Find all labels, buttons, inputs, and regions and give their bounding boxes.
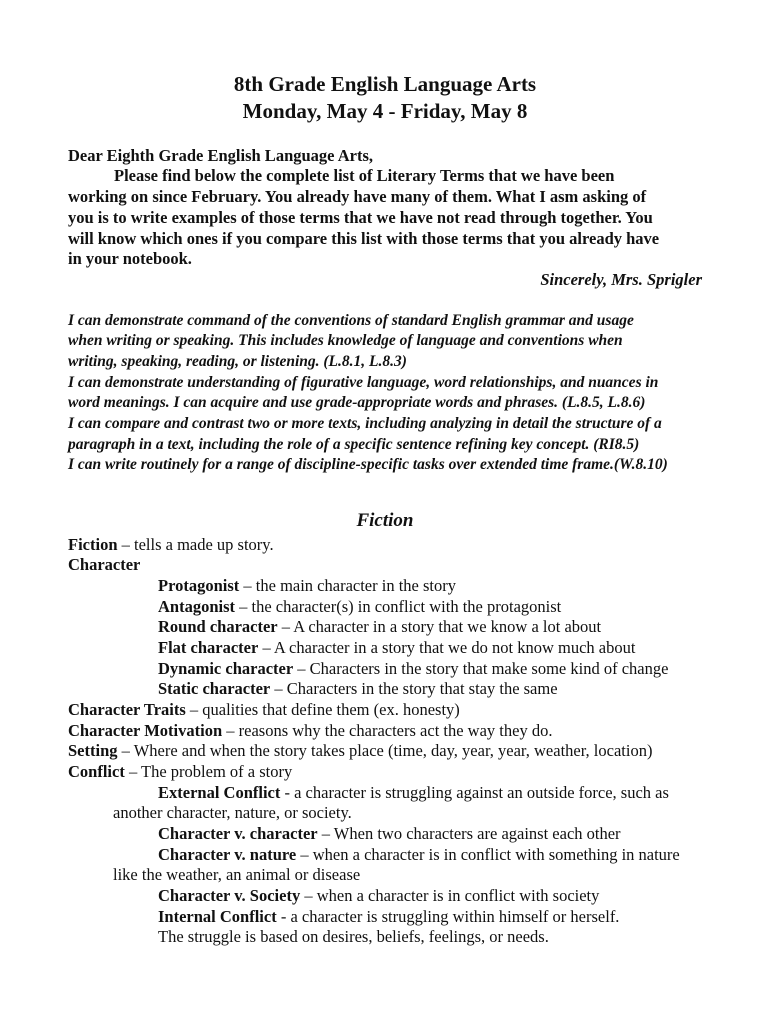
- objective-line: I can demonstrate understanding of figurative language, word relationships, and nuances in: [68, 374, 659, 391]
- definition: – Characters in the story that make some kind of change: [293, 659, 669, 678]
- objective-line: I can compare and contrast two or more texts, including analyzing in detail the structure of a: [68, 415, 662, 432]
- term: Flat character: [158, 638, 259, 657]
- definition: another character, nature, or society.: [113, 803, 352, 822]
- definition-line: [158, 824, 621, 844]
- definition-line: [158, 638, 635, 658]
- definition: – Characters in the story that stay the same: [270, 679, 558, 698]
- term: Character Motivation: [68, 721, 223, 740]
- definition-line: [158, 845, 680, 865]
- definition: – tells a made up story.: [117, 535, 274, 554]
- definition-line: [68, 700, 460, 720]
- letter-signature: Sincerely, Mrs. Sprigler: [540, 270, 702, 289]
- objective-line: I can write routinely for a range of discipline-specific tasks over extended time frame.(W.8.10): [68, 456, 668, 473]
- definition: like the weather, an animal or disease: [113, 865, 361, 884]
- definition: – qualities that define them (ex. honesty): [185, 700, 460, 719]
- definition-line: [68, 721, 552, 741]
- term: Static character: [158, 679, 271, 698]
- term: Round character: [158, 617, 278, 636]
- definition-line: [158, 783, 669, 803]
- objective-line: when writing or speaking. This includes knowledge of language and conventions when: [68, 332, 623, 349]
- definition: – Where and when the story takes place (time, day, year, year, weather, location): [117, 741, 653, 760]
- term: Dynamic character: [158, 659, 294, 678]
- term: Character v. character: [158, 824, 318, 843]
- term: External Conflict: [158, 783, 281, 802]
- definition-line: [68, 741, 652, 761]
- definition-line: [158, 617, 601, 637]
- definition: – the character(s) in conflict with the protagonist: [235, 597, 562, 616]
- definition-line: [158, 597, 561, 617]
- definition-line: [158, 679, 558, 699]
- objective-line: paragraph in a text, including the role of a specific sentence refining key concept. (RI8.5): [68, 436, 640, 453]
- letter-greeting: Dear Eighth Grade English Language Arts,: [68, 146, 373, 165]
- term: Antagonist: [158, 597, 236, 616]
- definition: – The problem of a story: [124, 762, 293, 781]
- definition-line: [158, 659, 668, 679]
- definition-line: [158, 576, 456, 596]
- term: Setting: [68, 741, 118, 760]
- definition: – A character in a story that we do not know much about: [258, 638, 636, 657]
- page-date-range: Monday, May 4 - Friday, May 8: [242, 99, 528, 123]
- definition: - a character is struggling within himself or herself.: [276, 907, 620, 926]
- definition: – when a character is in conflict with society: [300, 886, 600, 905]
- definition: – when a character is in conflict with something in nature: [296, 845, 680, 864]
- definition-line: [113, 865, 360, 885]
- section-heading-fiction: Fiction: [356, 510, 414, 531]
- letter-line: working on since February. You already have many of them. What I asm asking of: [68, 187, 647, 206]
- definition-line: [158, 886, 599, 906]
- term: Character Traits: [68, 700, 186, 719]
- definition: – When two characters are against each other: [317, 824, 621, 843]
- letter-line: you is to write examples of those terms that we have not read through together. You: [68, 208, 653, 227]
- term: Character v. nature: [158, 845, 297, 864]
- objective-line: I can demonstrate command of the conventions of standard English grammar and usage: [68, 312, 634, 329]
- definition: – the main character in the story: [239, 576, 456, 595]
- definition: – A character in a story that we know a lot about: [277, 617, 602, 636]
- definition: The struggle is based on desires, beliefs, feelings, or needs.: [158, 927, 549, 946]
- term: Character v. Society: [158, 886, 301, 905]
- definition-line: [68, 555, 140, 575]
- objective-line: writing, speaking, reading, or listening. (L.8.1, L.8.3): [68, 353, 407, 370]
- definition-line: [68, 762, 292, 782]
- page-title: 8th Grade English Language Arts: [233, 72, 537, 96]
- letter-line: will know which ones if you compare this list with those terms that you already have: [68, 229, 660, 248]
- letter-line: Please find below the complete list of Literary Terms that we have been: [114, 166, 615, 185]
- definition-line: [158, 907, 619, 927]
- term: Internal Conflict: [158, 907, 277, 926]
- letter-line: in your notebook.: [68, 249, 192, 268]
- term: Fiction: [68, 535, 118, 554]
- definition: – reasons why the characters act the way they do.: [222, 721, 553, 740]
- definition-line: [68, 535, 274, 555]
- definition-line: [113, 803, 352, 823]
- term: Conflict: [68, 762, 125, 781]
- objective-line: word meanings. I can acquire and use grade-appropriate words and phrases. (L.8.5, L.8.6): [68, 394, 646, 411]
- definition: - a character is struggling against an outside force, such as: [280, 783, 669, 802]
- definition-line: [158, 927, 549, 947]
- term: Character: [68, 555, 141, 574]
- term: Protagonist: [158, 576, 240, 595]
